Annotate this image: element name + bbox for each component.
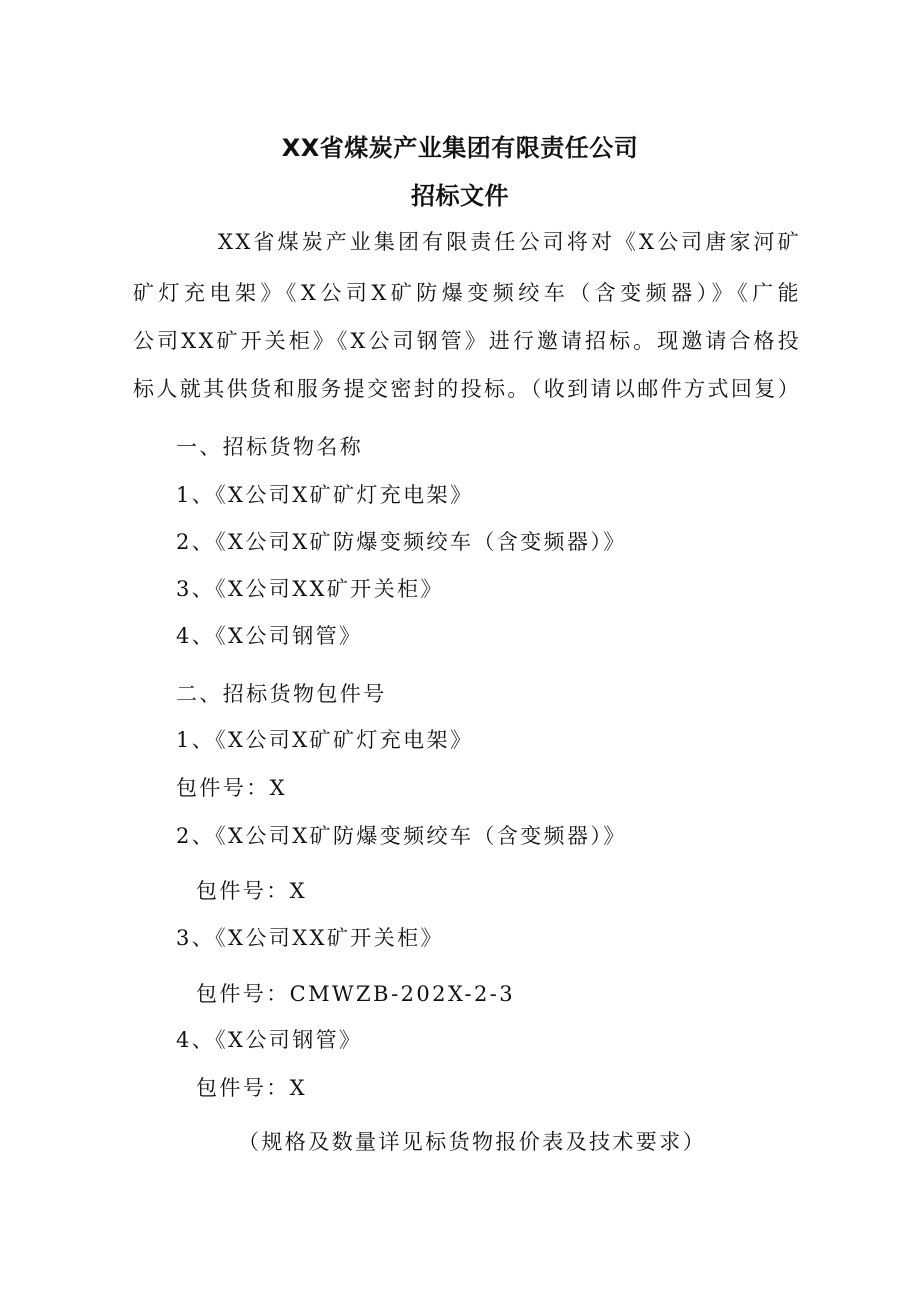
goods-name-item: 2、《X公司X矿防爆变频绞车（含变频器）》	[176, 530, 627, 554]
package-number: 包件号：X	[176, 776, 287, 800]
goods-name-item: 3、《X公司XX矿开关柜》	[176, 577, 444, 601]
package-goods-name: 1、《X公司X矿矿灯充电架》	[176, 728, 474, 752]
goods-name-item: 1、《X公司X矿矿灯充电架》	[176, 483, 474, 507]
document-title: 招标文件	[411, 182, 509, 210]
organization-title: XX省煤炭产业集团有限责任公司	[281, 134, 639, 162]
specification-note: （规格及数量详见标货物报价表及技术要求）	[238, 1130, 706, 1154]
package-goods-name: 4、《X公司钢管》	[176, 1028, 363, 1052]
intro-line: XX省煤炭产业集团有限责任公司将对《X公司唐家河矿	[218, 230, 801, 254]
intro-line: 公司XX矿开关柜》《X公司钢管》进行邀请招标。现邀请合格投	[133, 329, 801, 353]
intro-line: 矿灯充电架》《X公司X矿防爆变频绞车（含变频器）》《广能	[133, 281, 801, 305]
intro-line: 标人就其供货和服务提交密封的投标。（收到请以邮件方式回复）	[133, 377, 802, 401]
goods-name-item: 4、《X公司钢管》	[176, 624, 363, 648]
section-heading-package-numbers: 二、招标货物包件号	[176, 682, 387, 706]
section-heading-goods-names: 一、招标货物名称	[176, 435, 364, 459]
package-number: 包件号：X	[196, 879, 307, 903]
package-number: 包件号：CMWZB-202X-2-3	[196, 982, 516, 1006]
package-goods-name: 2、《X公司X矿防爆变频绞车（含变频器）》	[176, 824, 627, 848]
package-number: 包件号：X	[196, 1076, 307, 1100]
package-goods-name: 3、《X公司XX矿开关柜》	[176, 926, 444, 950]
